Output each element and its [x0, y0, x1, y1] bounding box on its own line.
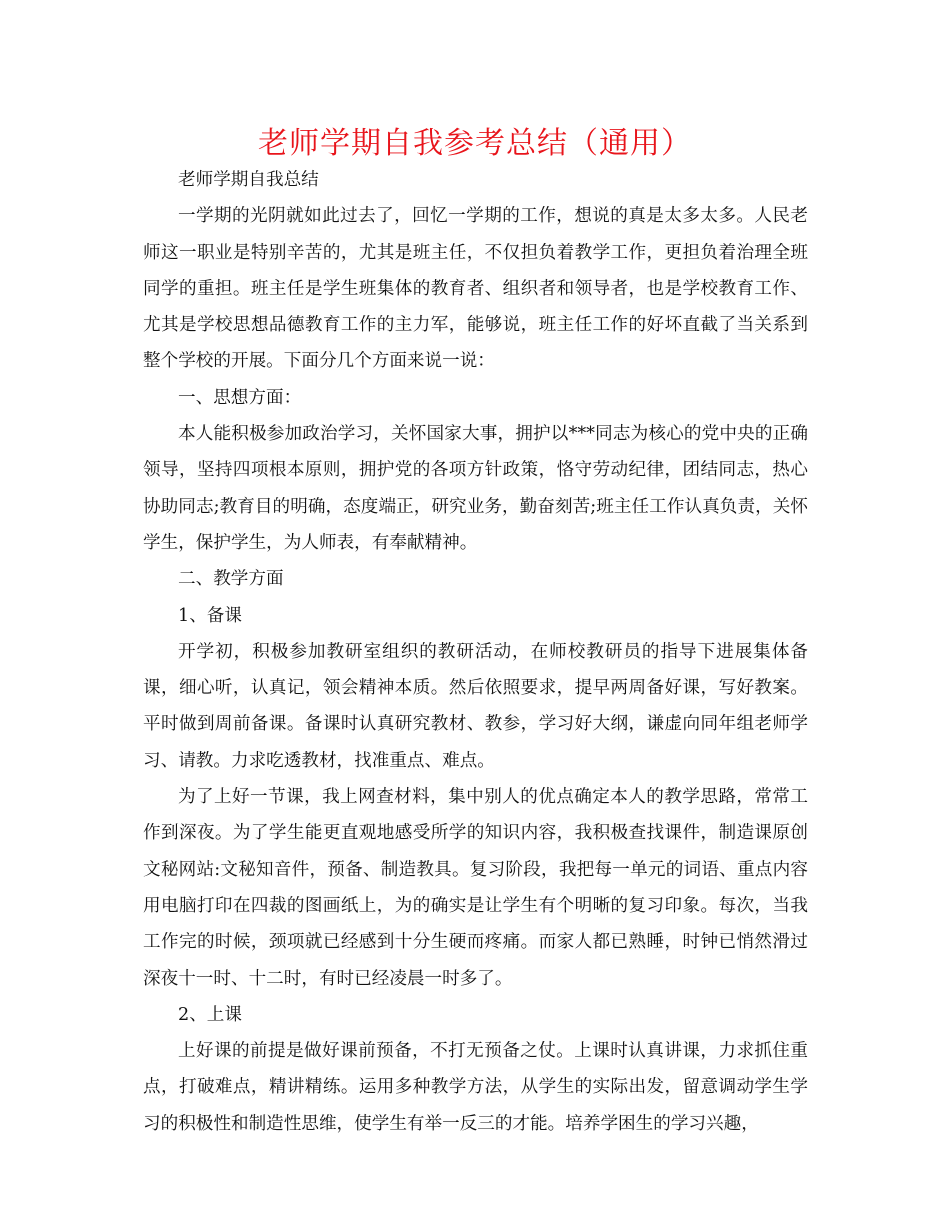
document-title: 老师学期自我参考总结（通用） [258, 126, 692, 161]
subsection-heading-class: 2、上课 [178, 1004, 242, 1025]
subsection-heading-lesson-prep: 1、备课 [178, 605, 242, 626]
document-body [143, 162, 808, 1142]
section-heading-teaching: 二、教学方面 [178, 569, 284, 590]
paragraph-intro: 一学期的光阴就如此过去了，回忆一学期的工作，想说的真是太多太多。人民老师这一职业是特别辛苦的，尤其是班主任，不仅担负着教学工作，更担负着治理全班同学的重担。班主任是学生班集体的教育者、组织者和领导者，也是学校教育工作、尤其是学校思想品德教育工作的主力军，能够说，班主任工作的好坏直截了当关系到整个学校的开展。下面分几个方面来说一说： [143, 206, 808, 372]
paragraph-lesson-effort: 为了上好一节课，我上网查材料，集中别人的优点确定本人的教学思路，常常工作到深夜。为了学生能更直观地感受所学的知识内容，我积极查找课件，制造课原创文秘网站:文秘知音件，预备、制造教具。复习阶段，我把每一单元的词语、重点内容用电脑打印在四裁的图画纸上，为的确实是让学生有个明晰的复习印象。每次，当我工作完的时候，颈项就已经感到十分生硬而疼痛。而家人都已熟睡，时钟已悄然滑过深夜十一时、十二时，有时已经凌晨一时多了。 [143, 787, 808, 989]
paragraph-class: 上好课的前提是做好课前预备，不打无预备之仗。上课时认真讲课，力求抓住重点，打破难点，精讲精练。运用多种教学方法，从学生的实际出发，留意调动学生学习的积极性和制造性思维，使学生有举一反三的才能。培养学困生的学习兴趣， [143, 1041, 808, 1134]
paragraph-thought: 本人能积极参加政治学习，关怀国家大事，拥护以***同志为核心的党中央的正确领导，坚持四项根本原则，拥护党的各项方针政策，恪守劳动纪律，团结同志，热心协助同志;教育目的明确，态度端正，研究业务，勤奋刻苦;班主任工作认真负责，关怀学生，保护学生，为人师表，有奉献精神。 [143, 424, 808, 553]
paragraph-lesson-prep: 开学初，积极参加教研室组织的教研活动，在师校教研员的指导下进展集体备课，细心听，认真记，领会精神本质。然后依照要求，提早两周备好课，写好教案。平时做到周前备课。备课时认真研究教材、教参，学习好大纲，谦虚向同年组老师学习、请教。力求吃透教材，找准重点、难点。 [143, 641, 808, 771]
paragraph-subtitle: 老师学期自我总结 [178, 170, 319, 190]
section-heading-thought: 一、思想方面： [178, 387, 302, 408]
